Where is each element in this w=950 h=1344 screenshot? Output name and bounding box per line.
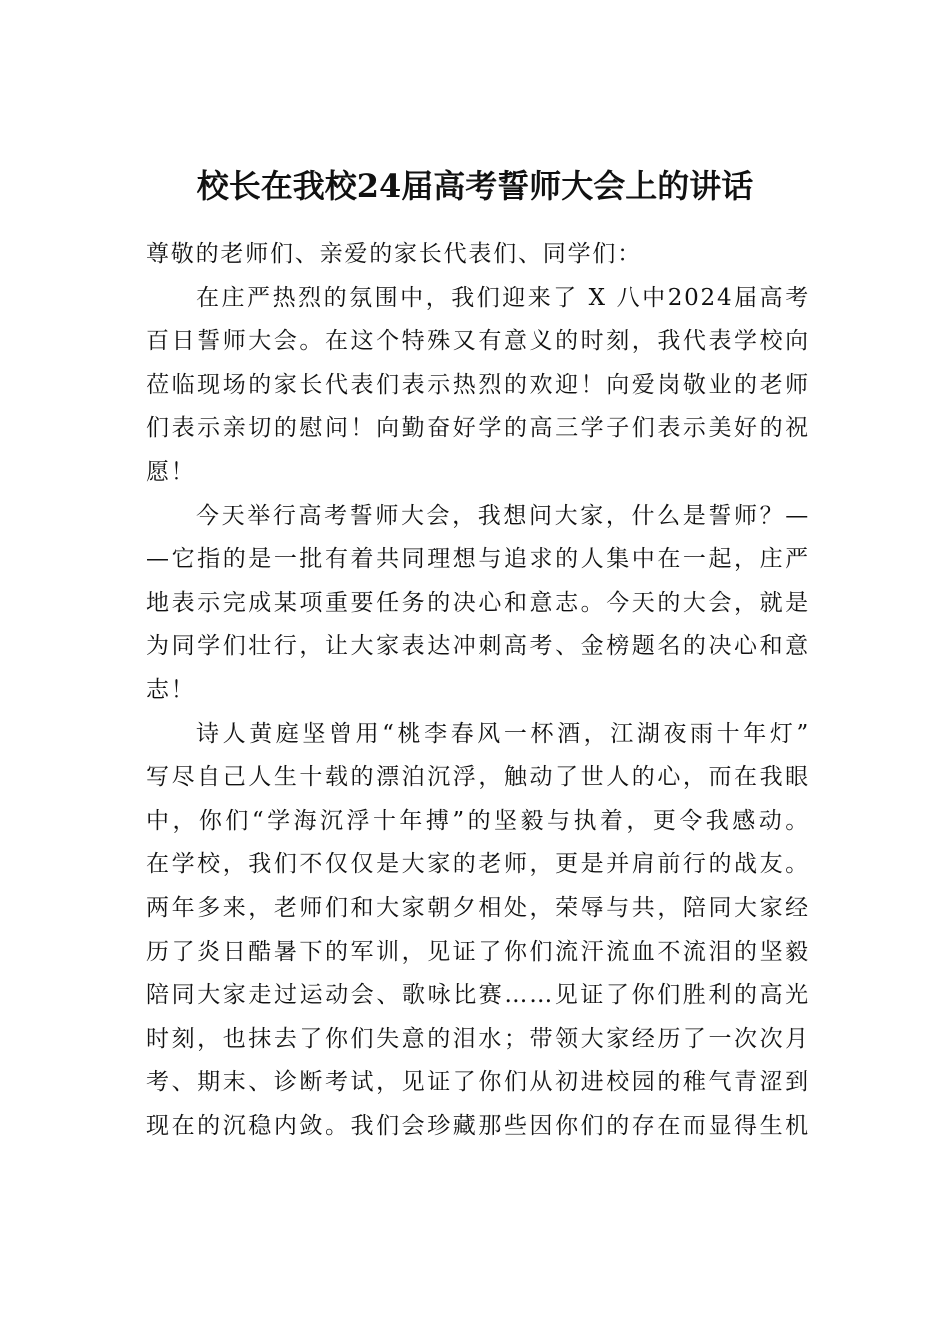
paragraph-line: 们表示亲切的慰问！向勤奋好学的高三学子们表示美好的祝 bbox=[146, 415, 810, 442]
paragraph-line: 地表示完成某项重要任务的决心和意志。今天的大会，就是 bbox=[146, 589, 810, 616]
paragraph-line: 诗人黄庭坚曾用“桃李春风一杯酒，江湖夜雨十年灯” bbox=[196, 720, 810, 747]
paragraph-line: 写尽自己人生十载的漂泊沉浮，触动了世人的心，而在我眼 bbox=[146, 764, 810, 791]
paragraph-line: 考、期末、诊断考试，见证了你们从初进校园的稚气青涩到 bbox=[146, 1069, 810, 1096]
paragraph-line: 百日誓师大会。在这个特殊又有意义的时刻，我代表学校向 bbox=[146, 328, 810, 355]
paragraph-line: 莅临现场的家长代表们表示热烈的欢迎！向爱岗敬业的老师 bbox=[146, 371, 810, 398]
paragraph-line: 志！ bbox=[146, 676, 196, 703]
document-body bbox=[146, 233, 810, 1148]
paragraph-line: 在学校，我们不仅仅是大家的老师，更是并肩前行的战友。 bbox=[146, 851, 810, 878]
paragraph-line: 现在的沉稳内敛。我们会珍藏那些因你们的存在而显得生机 bbox=[146, 1112, 810, 1139]
paragraph-line: 在庄严热烈的氛围中，我们迎来了 X 八中2024届高考 bbox=[196, 284, 810, 311]
paragraph-line: 两年多来，老师们和大家朝夕相处，荣辱与共，陪同大家经 bbox=[146, 894, 810, 921]
salutation-line: 尊敬的老师们、亲爱的家长代表们、同学们： bbox=[146, 241, 642, 267]
paragraph-line: 中，你们“学海沉浮十年搏”的坚毅与执着，更令我感动。 bbox=[146, 807, 810, 834]
paragraph-line: 历了炎日酷暑下的军训，见证了你们流汗流血不流泪的坚毅 bbox=[146, 938, 810, 965]
paragraph-line: 陪同大家走过运动会、歌咏比赛……见证了你们胜利的高光 bbox=[146, 982, 810, 1009]
paragraph-line: —它指的是一批有着共同理想与追求的人集中在一起，庄严 bbox=[146, 546, 810, 573]
paragraph-line: 愿！ bbox=[146, 458, 196, 485]
paragraph-line: 为同学们壮行，让大家表达冲刺高考、金榜题名的决心和意 bbox=[146, 633, 810, 660]
document-title: 校长在我校24届高考誓师大会上的讲话 bbox=[196, 167, 754, 205]
paragraph-line: 今天举行高考誓师大会，我想问大家，什么是誓师？— bbox=[196, 502, 810, 529]
paragraph-line: 时刻，也抹去了你们失意的泪水；带领大家经历了一次次月 bbox=[146, 1025, 810, 1052]
